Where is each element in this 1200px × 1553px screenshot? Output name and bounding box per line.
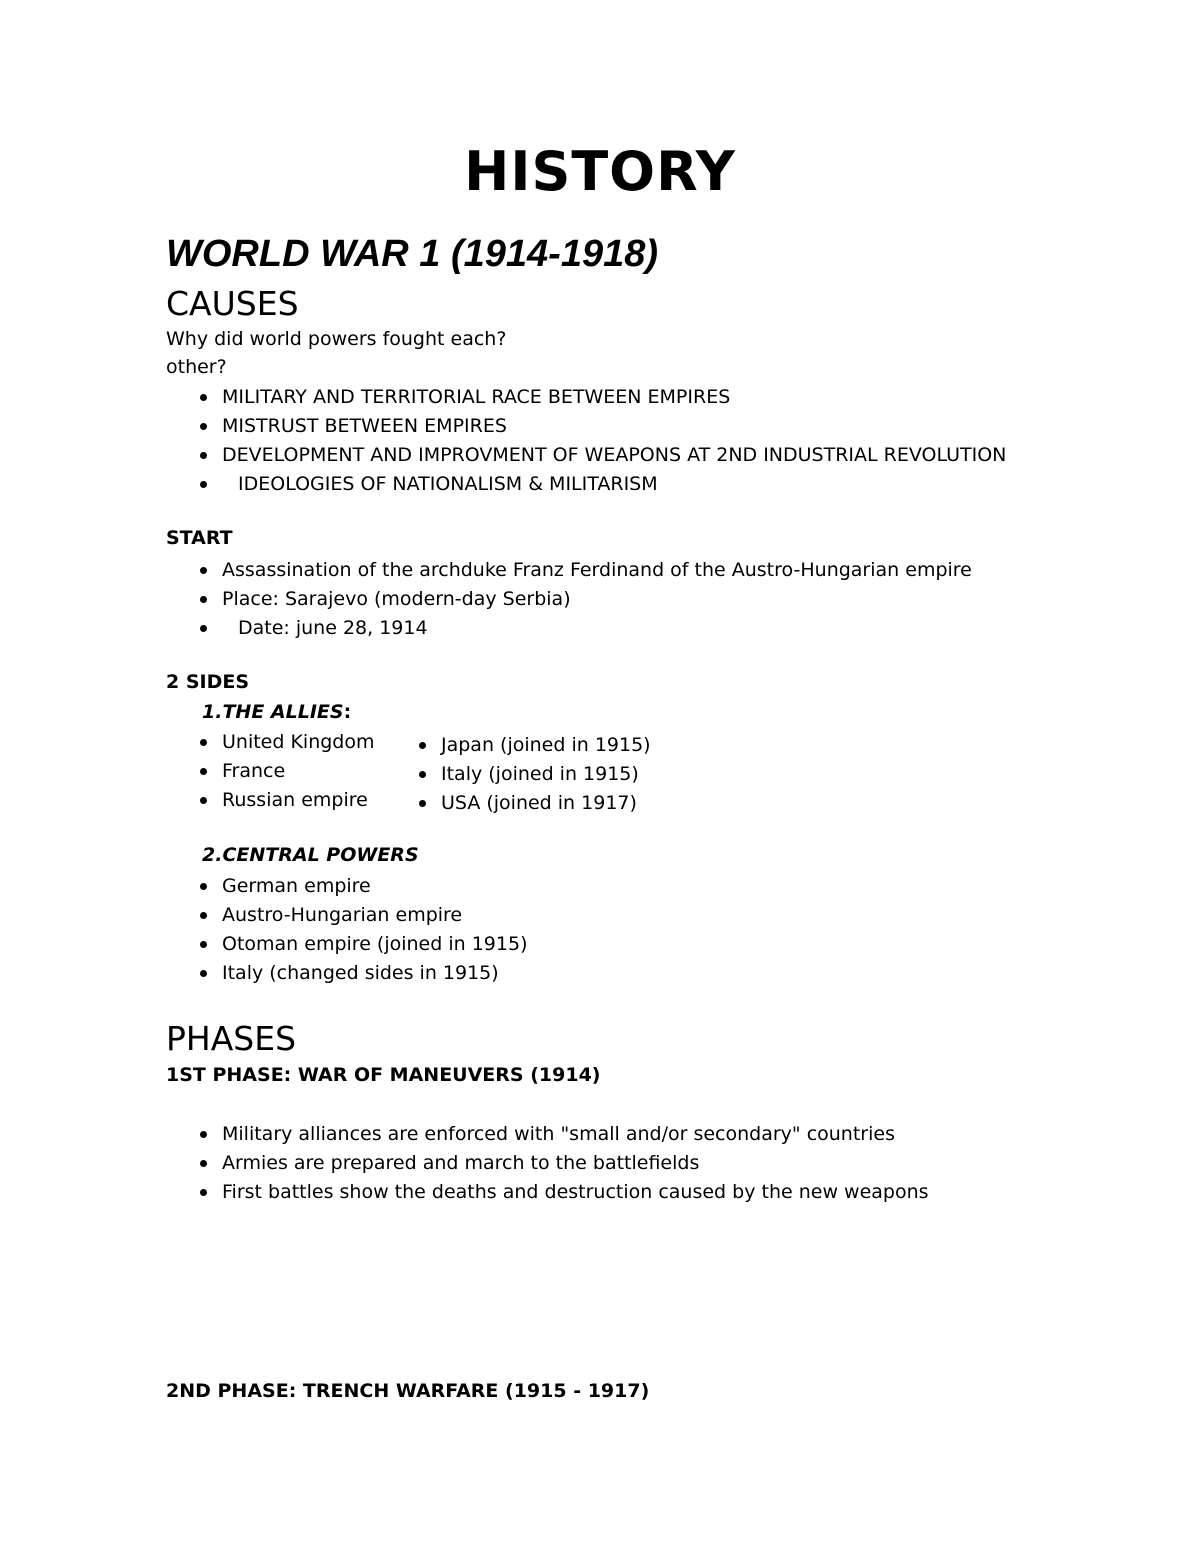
bullet-icon [419,800,426,807]
list-item-text: France [222,760,286,782]
list-item-text: United Kingdom [222,731,375,753]
sides-heading: 2 SIDES [166,671,250,693]
list-item [198,1120,929,1149]
bullet-icon [419,771,426,778]
list-item-text: Russian empire [222,789,368,811]
phase1-list [198,1120,929,1207]
list-item [198,872,527,901]
list-item-text: MILITARY AND TERRITORIAL RACE BETWEEN EMPIRES [222,386,731,408]
list-item [198,959,527,988]
list-item-text: DEVELOPMENT AND IMPROVMENT OF WEAPONS AT 2ND INDUSTRIAL REVOLUTION [222,444,1007,466]
bullet-icon [200,941,207,948]
central-label: CENTRAL POWERS [222,844,419,866]
bullet-icon [200,768,207,775]
list-item-text: Otoman empire (joined in 1915) [222,933,528,955]
list-item [198,901,527,930]
document-title: HISTORY [464,140,736,203]
central-powers-heading [202,844,419,866]
allies-number: 1. [202,701,223,723]
phase2-heading: 2ND PHASE: TRENCH WARFARE (1915 - 1917) [166,1380,650,1402]
section-title-ww1: WORLD WAR 1 (1914-1918) [166,233,659,275]
list-item-text: Date: june 28, 1914 [238,617,428,639]
bullet-icon [200,1189,207,1196]
bullet-icon [200,394,207,401]
list-item [198,585,972,614]
list-item [417,789,651,818]
bullet-icon [419,742,426,749]
list-item [198,441,1006,470]
list-item-text: Military alliances are enforced with "small and/or secondary" countries [222,1123,895,1145]
bullet-icon [200,797,207,804]
causes-list [198,383,1006,499]
allies-label: THE ALLIES [222,701,344,723]
list-item-text: Italy (joined in 1915) [441,763,639,785]
bullet-icon [200,1131,207,1138]
bullet-icon [200,452,207,459]
list-item [198,556,972,585]
list-item-text: USA (joined in 1917) [441,792,637,814]
list-item-text: Austro-Hungarian empire [222,904,463,926]
list-item-text: MISTRUST BETWEEN EMPIRES [222,415,507,437]
bullet-icon [200,567,207,574]
bullet-icon [200,625,207,632]
start-list [198,556,972,643]
start-heading: START [166,527,233,549]
central-number: 2. [202,844,223,866]
list-item-text: First battles show the deaths and destruction caused by the new weapons [222,1181,929,1203]
list-item [198,757,375,786]
allies-list-left [198,728,375,815]
list-item [198,1149,929,1178]
causes-question-line2: other? [166,356,227,378]
list-item [198,1178,929,1207]
allies-colon: : [343,701,352,723]
list-item-text: Place: Sarajevo (modern-day Serbia) [222,588,571,610]
phase1-heading: 1ST PHASE: WAR OF MANEUVERS (1914) [166,1064,601,1086]
bullet-icon [200,423,207,430]
list-item [198,930,527,959]
bullet-icon [200,883,207,890]
list-item-text: German empire [222,875,371,897]
allies-list-right [417,731,651,818]
causes-heading: CAUSES [166,284,299,323]
allies-heading [202,701,351,723]
list-item-text: Assassination of the archduke Franz Ferdinand of the Austro-Hungarian empire [222,559,972,581]
list-item [198,383,1006,412]
list-item [198,786,375,815]
bullet-icon [200,739,207,746]
list-item [198,614,972,643]
list-item-text: Armies are prepared and march to the battlefields [222,1152,700,1174]
list-item-text: IDEOLOGIES OF NATIONALISM & MILITARISM [238,473,658,495]
list-item [198,728,375,757]
list-item [198,470,1006,499]
bullet-icon [200,970,207,977]
causes-question-line1: Why did world powers fought each? [166,328,507,350]
bullet-icon [200,596,207,603]
list-item-text: Japan (joined in 1915) [441,734,651,756]
central-powers-list [198,872,527,988]
list-item [198,412,1006,441]
bullet-icon [200,1160,207,1167]
phases-heading: PHASES [166,1019,297,1058]
bullet-icon [200,481,207,488]
list-item [417,731,651,760]
list-item-text: Italy (changed sides in 1915) [222,962,499,984]
bullet-icon [200,912,207,919]
list-item [417,760,651,789]
